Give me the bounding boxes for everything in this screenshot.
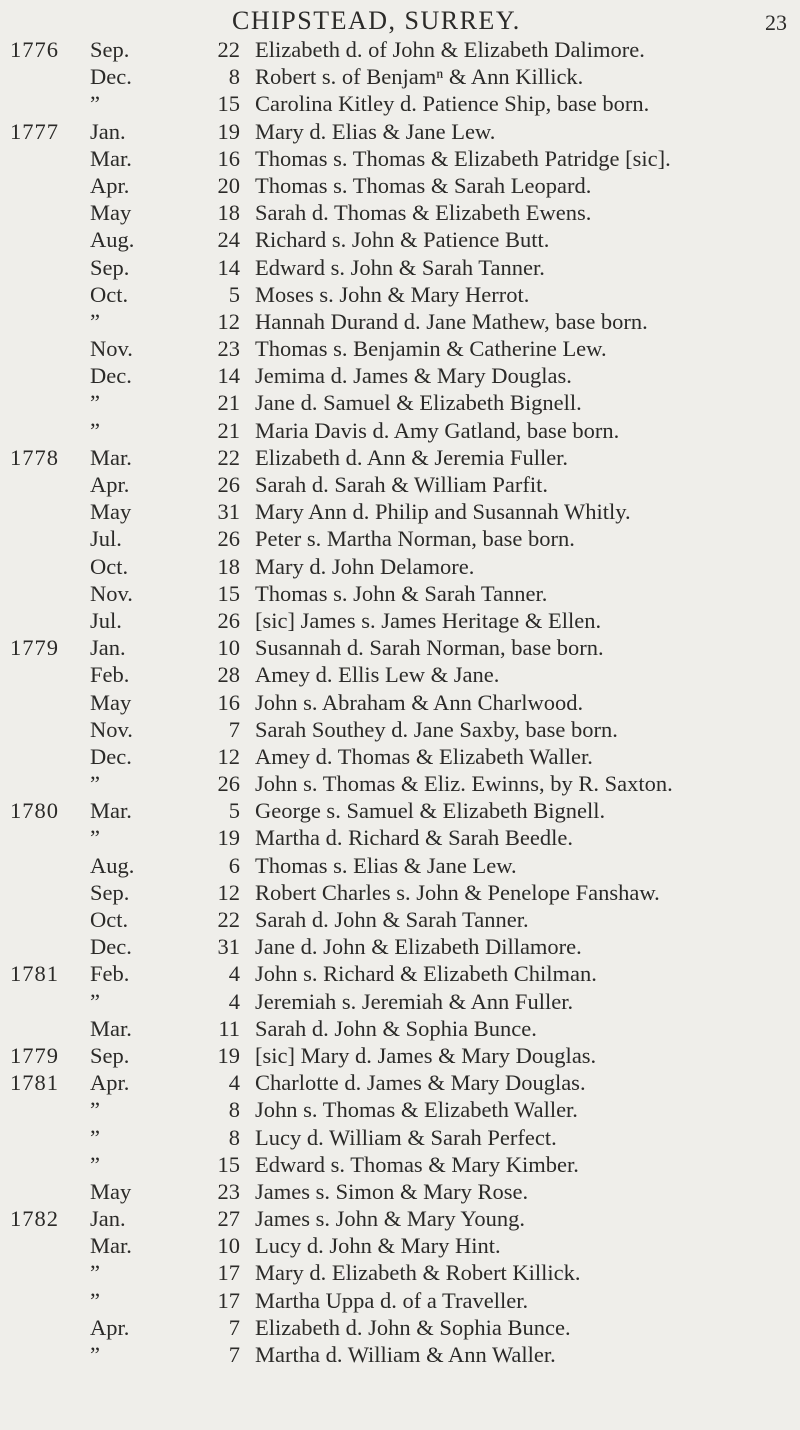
entry-day: 22 [217, 907, 240, 932]
entry-text: Maria Davis d. Amy Gatland, base born. [255, 417, 620, 443]
register-entry [0, 417, 800, 444]
entry-month: Apr. [90, 1070, 130, 1096]
entry-day: 14 [217, 363, 240, 389]
register-entry [0, 525, 800, 552]
entry-text: Sarah d. John & Sarah Tanner. [255, 907, 529, 932]
entry-day: 16 [217, 689, 240, 715]
entry-day: 12 [217, 743, 240, 769]
register-entry [0, 118, 800, 145]
entry-text: Moses s. John & Mary Herrot. [255, 281, 530, 307]
entry-day: 22 [217, 37, 240, 62]
entry-text: John s. Richard & Elizabeth Chilman. [255, 961, 597, 987]
entry-year: 1782 [10, 1206, 59, 1232]
entry-text: Thomas s. Thomas & Sarah Leopard. [255, 172, 592, 198]
entry-month: Mar. [90, 145, 132, 171]
register-entry [0, 63, 800, 90]
register-entry [0, 1259, 800, 1286]
register-entry [0, 498, 800, 525]
entry-day: 8 [228, 1124, 240, 1150]
entry-month: Jul. [90, 526, 122, 552]
entry-month: ” [90, 390, 100, 416]
entry-day: 10 [217, 635, 240, 661]
entry-month: Dec. [90, 64, 132, 90]
register-entry [0, 1341, 800, 1368]
entry-text: Lucy d. John & Mary Hint. [255, 1233, 501, 1259]
entry-month: Jan. [90, 1206, 126, 1232]
entry-month: ” [90, 91, 100, 117]
entry-day: 8 [228, 1097, 240, 1123]
entry-month: ” [90, 1124, 100, 1150]
register-entry [0, 281, 800, 308]
entry-text: Charlotte d. James & Mary Douglas. [255, 1070, 586, 1096]
entry-day: 8 [228, 64, 240, 90]
entry-day: 7 [228, 716, 240, 742]
entry-month: Dec. [90, 363, 132, 389]
page-number: 23 [765, 10, 787, 35]
entry-text: [sic] James s. James Heritage & Ellen. [255, 607, 602, 633]
entry-day: 28 [217, 662, 240, 688]
entry-month: Dec. [90, 934, 132, 960]
entry-day: 18 [217, 553, 240, 579]
entry-day: 19 [217, 825, 240, 851]
entry-day: 5 [228, 798, 240, 824]
entry-day: 31 [217, 499, 240, 525]
entry-month: Feb. [90, 961, 130, 987]
entry-month: Mar. [90, 798, 132, 824]
entry-text: Richard s. John & Patience Butt. [255, 227, 550, 253]
entry-month: Jan. [90, 635, 126, 661]
entry-text: Thomas s. Benjamin & Catherine Lew. [255, 336, 607, 362]
register-entry [0, 824, 800, 851]
entry-month: Oct. [90, 281, 129, 307]
entry-text: Sarah d. John & Sophia Bunce. [255, 1015, 537, 1041]
entry-text: Mary Ann d. Philip and Susannah Whitly. [255, 499, 631, 525]
entry-month: May [90, 200, 132, 226]
entry-month: Apr. [90, 1314, 130, 1340]
entry-month: May [90, 1178, 132, 1204]
register-entry [0, 362, 800, 389]
entry-month: Mar. [90, 1015, 132, 1041]
entry-day: 26 [217, 472, 240, 497]
entry-text: Jeremiah s. Jeremiah & Ann Fuller. [255, 988, 574, 1014]
register-entry [0, 172, 800, 199]
register-entry [0, 797, 800, 824]
entry-month: Sep. [90, 1042, 130, 1068]
entry-month: ” [90, 1260, 100, 1286]
register-entry [0, 308, 800, 335]
entry-month: Jul. [90, 607, 122, 633]
register-entry [0, 553, 800, 580]
entry-month: Apr. [90, 172, 130, 198]
entry-text: Sarah d. Thomas & Elizabeth Ewens. [255, 200, 592, 226]
entry-month: ” [90, 825, 100, 851]
entry-text: Sarah Southey d. Jane Saxby, base born. [255, 716, 618, 742]
entry-day: 18 [217, 200, 240, 226]
entry-text: Thomas s. Thomas & Elizabeth Patridge [sic]. [255, 145, 671, 171]
entry-month: ” [90, 988, 100, 1014]
entry-day: 21 [217, 390, 240, 416]
entry-year: 1778 [10, 444, 59, 470]
register-entry [0, 852, 800, 879]
entry-month: Jan. [90, 118, 126, 144]
register-entry [0, 1205, 800, 1232]
entry-text: Hannah Durand d. Jane Mathew, base born. [255, 308, 648, 334]
entry-text: Elizabeth d. Ann & Jeremia Fuller. [255, 444, 569, 470]
register-entry [0, 1015, 800, 1042]
entry-month: Aug. [90, 852, 135, 878]
entry-day: 17 [217, 1260, 240, 1286]
register-entry [0, 335, 800, 362]
entry-day: 15 [217, 1151, 240, 1177]
entry-day: 23 [217, 1178, 240, 1204]
entry-month: ” [90, 1287, 100, 1313]
entry-day: 22 [217, 444, 240, 470]
entry-text: Carolina Kitley d. Patience Ship, base born. [255, 91, 650, 117]
entry-month: Mar. [90, 444, 132, 470]
entry-day: 10 [217, 1233, 240, 1259]
register-entry [0, 933, 800, 960]
entry-text: Elizabeth d. of John & Elizabeth Dalimore. [255, 37, 645, 62]
entry-day: 15 [217, 580, 240, 606]
register-entry [0, 607, 800, 634]
register-entry [0, 1287, 800, 1314]
entry-month: ” [90, 417, 100, 443]
register-entry [0, 661, 800, 688]
entry-day: 26 [217, 607, 240, 633]
register-entry [0, 716, 800, 743]
entry-month: Mar. [90, 1233, 132, 1259]
register-entry [0, 389, 800, 416]
entry-year: 1780 [10, 798, 59, 824]
entry-day: 4 [228, 988, 240, 1014]
entry-text: John s. Thomas & Elizabeth Waller. [255, 1097, 578, 1123]
entry-text: Edward s. Thomas & Mary Kimber. [255, 1151, 579, 1177]
entry-text: James s. John & Mary Young. [255, 1206, 526, 1232]
register-entry [0, 1151, 800, 1178]
entry-text: Martha d. William & Ann Waller. [255, 1342, 556, 1367]
register-entry [0, 444, 800, 471]
entry-year: 1776 [10, 37, 59, 62]
register-entry [0, 1069, 800, 1096]
register-entry [0, 580, 800, 607]
entry-day: 26 [217, 526, 240, 552]
entry-text: Susannah d. Sarah Norman, base born. [255, 635, 604, 661]
entry-day: 21 [217, 417, 240, 443]
entry-month: Sep. [90, 37, 130, 62]
register-entry [0, 145, 800, 172]
entry-text: Mary d. Elizabeth & Robert Killick. [255, 1260, 581, 1286]
register-entry [0, 36, 800, 63]
entry-month: ” [90, 308, 100, 334]
register-entry [0, 1178, 800, 1205]
entry-day: 15 [217, 91, 240, 117]
entry-text: Martha Uppa d. of a Traveller. [255, 1287, 529, 1313]
entry-text: Mary d. Elias & Jane Lew. [255, 118, 496, 144]
entry-year: 1777 [10, 118, 59, 144]
register-entry [0, 254, 800, 281]
entry-day: 14 [217, 254, 240, 280]
entry-day: 16 [217, 145, 240, 171]
entry-text: Amey d. Thomas & Elizabeth Waller. [255, 743, 593, 769]
entry-year: 1779 [10, 1042, 59, 1068]
register-entry [0, 1124, 800, 1151]
entry-day: 31 [217, 934, 240, 960]
entry-month: Nov. [90, 716, 133, 742]
entry-year: 1779 [10, 635, 59, 661]
register-entry [0, 770, 800, 797]
register-entry [0, 689, 800, 716]
register-entry [0, 988, 800, 1015]
register-entry [0, 743, 800, 770]
register-entry [0, 90, 800, 117]
register-entry [0, 906, 800, 933]
register-entry [0, 634, 800, 661]
entry-month: Apr. [90, 472, 130, 497]
entry-text: John s. Abraham & Ann Charlwood. [255, 689, 584, 715]
register-entry [0, 1042, 800, 1069]
entry-text: Elizabeth d. John & Sophia Bunce. [255, 1314, 571, 1340]
entry-month: Sep. [90, 254, 130, 280]
running-title: CHIPSTEAD, SURREY. [232, 6, 521, 35]
baptism-register [0, 36, 800, 1368]
entry-day: 12 [217, 308, 240, 334]
entry-text: Sarah d. Sarah & William Parfit. [255, 472, 548, 497]
entry-day: 6 [228, 852, 240, 878]
entry-text: Robert Charles s. John & Penelope Fanshaw. [255, 879, 660, 905]
entry-month: ” [90, 1097, 100, 1123]
entry-day: 19 [217, 1042, 240, 1068]
entry-text: Thomas s. John & Sarah Tanner. [255, 580, 548, 606]
entry-month: Sep. [90, 879, 130, 905]
entry-month: May [90, 689, 132, 715]
entry-day: 5 [228, 281, 240, 307]
entry-text: Mary d. John Delamore. [255, 553, 475, 579]
entry-text: Robert s. of Benjamⁿ & Ann Killick. [255, 64, 584, 90]
entry-month: Oct. [90, 907, 129, 932]
entry-text: Jane d. Samuel & Elizabeth Bignell. [255, 390, 582, 416]
entry-month: Aug. [90, 227, 135, 253]
entry-day: 27 [217, 1206, 240, 1232]
entry-text: Jemima d. James & Mary Douglas. [255, 363, 572, 389]
entry-month: Feb. [90, 662, 130, 688]
entry-text: James s. Simon & Mary Rose. [255, 1178, 529, 1204]
entry-year: 1781 [10, 961, 59, 987]
entry-text: Amey d. Ellis Lew & Jane. [255, 662, 500, 688]
entry-month: Oct. [90, 553, 129, 579]
entry-year: 1781 [10, 1070, 59, 1096]
entry-text: [sic] Mary d. James & Mary Douglas. [255, 1042, 597, 1068]
entry-day: 17 [217, 1287, 240, 1313]
register-entry [0, 226, 800, 253]
entry-day: 4 [228, 961, 240, 987]
entry-day: 12 [217, 879, 240, 905]
entry-day: 26 [217, 771, 240, 797]
entry-day: 4 [228, 1070, 240, 1096]
entry-day: 20 [217, 172, 240, 198]
register-entry [0, 471, 800, 498]
entry-text: Thomas s. Elias & Jane Lew. [255, 852, 517, 878]
entry-month: May [90, 499, 132, 525]
entry-month: ” [90, 771, 100, 797]
register-entry [0, 1314, 800, 1341]
entry-month: ” [90, 1342, 100, 1367]
entry-day: 19 [217, 118, 240, 144]
entry-text: Edward s. John & Sarah Tanner. [255, 254, 545, 280]
entry-text: Martha d. Richard & Sarah Beedle. [255, 825, 574, 851]
entry-month: Nov. [90, 580, 133, 606]
register-entry [0, 199, 800, 226]
entry-text: Jane d. John & Elizabeth Dillamore. [255, 934, 582, 960]
entry-month: ” [90, 1151, 100, 1177]
register-entry [0, 960, 800, 987]
entry-day: 24 [217, 227, 240, 253]
entry-day: 11 [218, 1015, 240, 1041]
register-entry [0, 1096, 800, 1123]
entry-text: George s. Samuel & Elizabeth Bignell. [255, 798, 606, 824]
entry-text: Lucy d. William & Sarah Perfect. [255, 1124, 557, 1150]
entry-day: 23 [217, 336, 240, 362]
entry-month: Dec. [90, 743, 132, 769]
register-entry [0, 879, 800, 906]
entry-day: 7 [228, 1342, 240, 1367]
register-entry [0, 1232, 800, 1259]
entry-text: John s. Thomas & Eliz. Ewinns, by R. Saxton. [255, 771, 673, 797]
entry-month: Nov. [90, 336, 133, 362]
entry-text: Peter s. Martha Norman, base born. [255, 526, 575, 552]
entry-day: 7 [228, 1314, 240, 1340]
